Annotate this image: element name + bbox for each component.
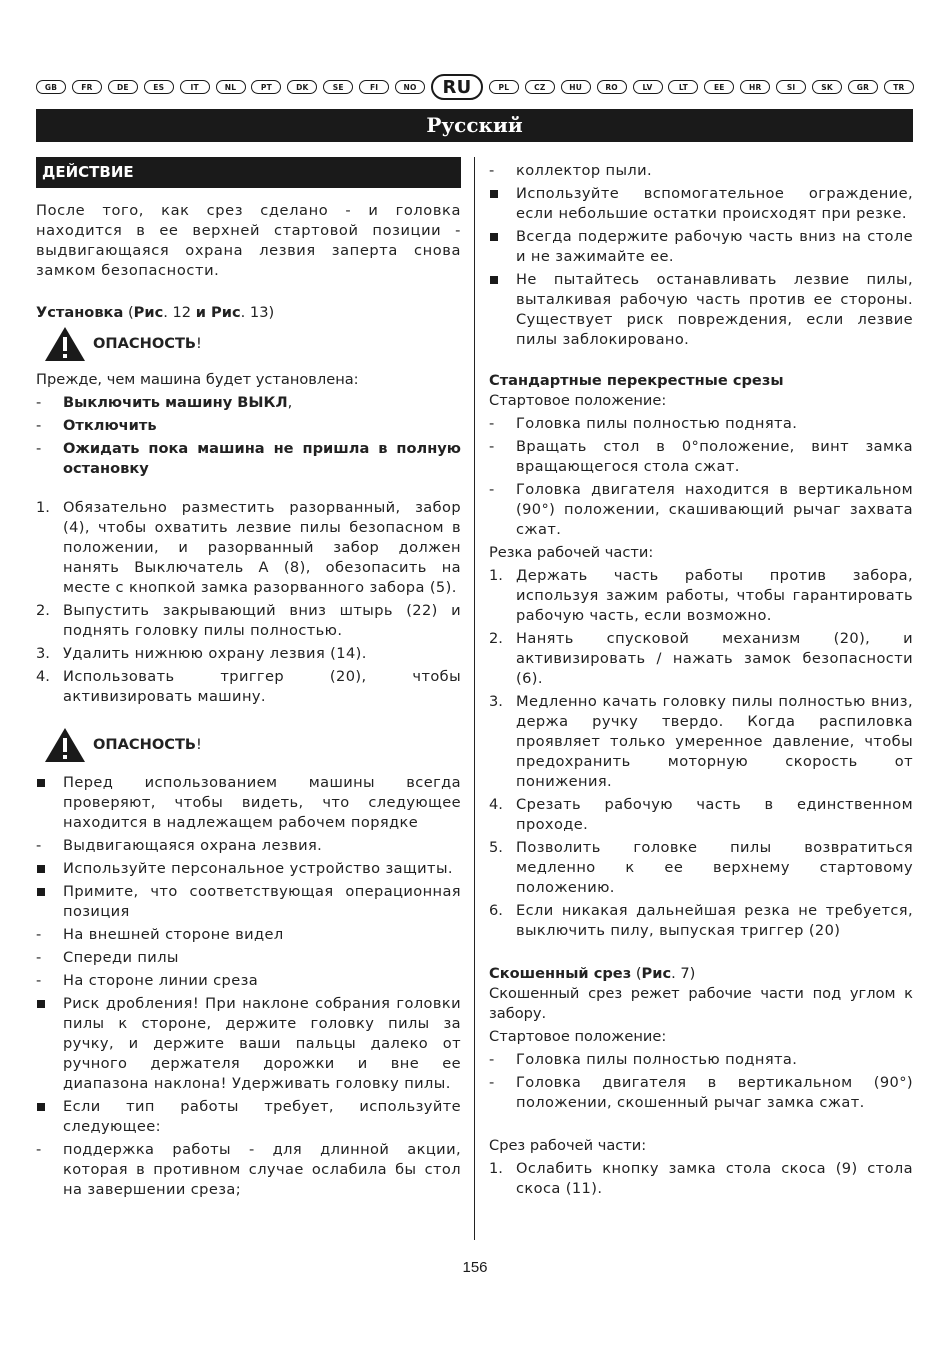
page-title: Русский — [36, 109, 913, 142]
before-install-text: Прежде, чем машина будет установлена: — [36, 371, 359, 388]
list-marker: - — [489, 162, 495, 179]
list-marker: 3. — [36, 645, 50, 662]
language-chip-pl: PL — [489, 80, 519, 94]
cross-start-list — [489, 414, 913, 540]
list-item-text: коллектор пыли. — [516, 162, 653, 179]
list-item — [489, 437, 913, 477]
list-item-text: Срезать рабочую часть в единственном проходе. — [516, 796, 913, 833]
language-chip-nl: NL — [216, 80, 246, 94]
list-item-text: Головка двигателя в вертикальном (90°) положении, скошенный рычаг замка сжат. — [516, 1074, 913, 1111]
list-item-text: поддержка работы - для длинной акции, которая в противном случае ослабила бы стол на завершении среза; — [63, 1141, 461, 1198]
list-item — [36, 994, 461, 1094]
language-chip-cz: CZ — [525, 80, 555, 94]
list-item — [36, 601, 461, 641]
list-item — [489, 1050, 913, 1070]
page-number: 156 — [462, 1259, 488, 1276]
list-item-text: Примите, что соответствующая операционная позиция — [63, 883, 461, 920]
install-heading: Установка (Рис. 12 и Рис. 13) — [36, 304, 275, 321]
list-item — [489, 901, 913, 941]
start-position-label: Стартовое положение: — [489, 392, 667, 409]
language-chip-si: SI — [776, 80, 806, 94]
list-marker: 3. — [489, 693, 503, 710]
bullet-square-icon — [37, 1103, 45, 1111]
list-item — [36, 859, 461, 879]
list-item-text: Выключить машину ВЫКЛ, — [63, 394, 293, 411]
list-marker: 4. — [489, 796, 503, 813]
language-chip-lv: LV — [633, 80, 663, 94]
list-marker: 1. — [36, 499, 50, 516]
list-marker: 1. — [489, 567, 503, 584]
danger-warning — [43, 324, 461, 364]
list-item-text: Обязательно разместить разорванный, забор (4), чтобы охватить лезвие пилы безопасном в положении, и разорванный забор должен нанять Выключатель А (8), обезопасить на месте с кнопкой замка разорванного забора (5). — [63, 499, 461, 596]
list-item — [36, 439, 461, 479]
list-marker: - — [489, 415, 495, 432]
language-chip-dk: DK — [287, 80, 317, 94]
language-chip-se: SE — [323, 80, 353, 94]
switch-off-list — [36, 393, 461, 479]
list-item — [36, 667, 461, 707]
list-item — [489, 692, 913, 792]
list-item — [489, 1073, 913, 1113]
list-item-text: Выпустить закрывающий вниз штырь (22) и поднять головку пилы полностью. — [63, 602, 461, 639]
language-chip-sk: SK — [812, 80, 842, 94]
list-marker: 5. — [489, 839, 503, 856]
bullet-square-icon — [37, 1000, 45, 1008]
language-chip-ro: RO — [597, 80, 627, 94]
language-chip-fr: FR — [72, 80, 102, 94]
language-chip-lt: LT — [668, 80, 698, 94]
list-item — [489, 566, 913, 626]
list-item-text: Головка двигателя находится в вертикальном (90°) положении, скашивающий рычаг захвата сжат. — [516, 481, 913, 538]
list-item — [489, 227, 913, 267]
list-marker: - — [36, 972, 42, 989]
language-chip-gr: GR — [848, 80, 878, 94]
list-item — [36, 836, 461, 856]
list-marker: - — [489, 438, 495, 455]
left-column — [36, 157, 461, 1203]
language-chip-no: NO — [395, 80, 425, 94]
list-item — [36, 498, 461, 598]
list-item-text: Риск дробления! При наклоне собрания головки пилы к стороне, держите головку пилы за ручку, и держите ваши пальцы далеко от ручного держателя дорожки и вне ее диапазона наклона! Удерживать головку пилы. — [63, 995, 461, 1092]
list-marker: 4. — [36, 668, 50, 685]
list-item-text: Удалить нижнюю охрану лезвия (14). — [63, 645, 367, 662]
language-chip-ru: RU — [431, 74, 483, 100]
list-marker: - — [36, 837, 42, 854]
right-column — [489, 161, 913, 1202]
danger-label: ОПАСНОСТЬ! — [93, 736, 202, 753]
list-item — [36, 1140, 461, 1200]
language-chip-es: ES — [144, 80, 174, 94]
list-item — [489, 270, 913, 350]
list-item-text: Вращать стол в 0°положение, винт замка вращающегося стола сжат. — [516, 438, 913, 475]
list-marker: - — [36, 949, 42, 966]
list-item — [489, 795, 913, 835]
warning-triangle-icon — [43, 726, 87, 764]
list-marker: - — [36, 440, 42, 457]
cutting-label: Резка рабочей части: — [489, 544, 654, 561]
install-steps-list — [36, 498, 461, 707]
list-marker: - — [36, 394, 42, 411]
list-item — [36, 1097, 461, 1137]
list-item — [489, 629, 913, 689]
bullet-square-icon — [490, 190, 498, 198]
list-marker: 1. — [489, 1160, 503, 1177]
list-item-text: Ожидать пока машина не пришла в полную остановку — [63, 440, 461, 477]
safety-bullets-continued — [489, 161, 913, 350]
miter-start-label: Стартовое положение: — [489, 1028, 667, 1045]
warning-triangle-icon — [43, 325, 87, 363]
bullet-square-icon — [37, 888, 45, 896]
list-item — [36, 644, 461, 664]
list-item — [36, 971, 461, 991]
miter-start-list — [489, 1050, 913, 1113]
list-item-text: Держать часть работы против забора, используя зажим работы, чтобы гарантировать рабочую часть, если возможно. — [516, 567, 913, 624]
miter-title: Скошенный срез (Рис. 7) — [489, 965, 696, 982]
list-item-text: Медленно качать головку пилы полностью вниз, держа ручку твердо. Когда распиловка проявляет только умеренное давление, чтобы предохранить моторную скорость от понижения. — [516, 693, 913, 790]
list-marker: - — [489, 481, 495, 498]
language-chip-tr: TR — [884, 80, 914, 94]
language-chip-pt: PT — [251, 80, 281, 94]
list-item-text: Выдвигающаяся охрана лезвия. — [63, 837, 323, 854]
list-marker: - — [489, 1051, 495, 1068]
list-item — [36, 925, 461, 945]
list-item — [36, 773, 461, 833]
language-chip-gb: GB — [36, 80, 66, 94]
list-item-text: Если тип работы требует, используйте следующее: — [63, 1098, 461, 1135]
bullet-square-icon — [37, 865, 45, 873]
list-marker: - — [36, 1141, 42, 1158]
list-item-text: Не пытайтесь останавливать лезвие пилы, выталкивая рабочую часть против ее стороны. Существует риск повреждения, если лезвие пилы заблокировано. — [516, 271, 913, 348]
danger-warning-2 — [43, 725, 461, 765]
list-item — [36, 882, 461, 922]
language-chip-ee: EE — [704, 80, 734, 94]
list-item-text: Используйте персональное устройство защиты. — [63, 860, 453, 877]
list-item — [489, 480, 913, 540]
cross-steps-list — [489, 566, 913, 941]
list-item-text: На внешней стороне видел — [63, 926, 284, 943]
list-item — [36, 416, 461, 436]
list-item-text: Если никакая дальнейшая резка не требуется, выключить пилу, выпуская триггер (20) — [516, 902, 913, 939]
language-chip-hr: HR — [740, 80, 770, 94]
intro-paragraph: После того, как срез сделано - и головка находится в ее верхней стартовой позиции - выдвигающаяся охрана лезвия заперта снова замком безопасности. — [36, 202, 461, 279]
list-item-text: Позволить головке пилы возвратиться медленно к ее верхнему стартовому положению. — [516, 839, 913, 896]
section-title: ДЕЙСТВИЕ — [36, 157, 461, 188]
list-marker: - — [36, 417, 42, 434]
list-marker: - — [489, 1074, 495, 1091]
language-selector — [36, 73, 914, 101]
list-item-text: Ослабить кнопку замка стола скоса (9) стола скоса (11). — [516, 1160, 913, 1197]
list-item-text: Головка пилы полностью поднята. — [516, 1051, 798, 1068]
list-item — [489, 1159, 913, 1199]
list-item-text: Отключить — [63, 417, 157, 434]
column-divider — [474, 157, 475, 1240]
list-item-text: Использовать триггер (20), чтобы активизировать машину. — [63, 668, 461, 705]
bullet-square-icon — [37, 779, 45, 787]
list-item-text: Головка пилы полностью поднята. — [516, 415, 798, 432]
list-marker: 2. — [489, 630, 503, 647]
language-chip-fi: FI — [359, 80, 389, 94]
list-item — [489, 414, 913, 434]
list-item-text: На стороне линии среза — [63, 972, 259, 989]
bullet-square-icon — [490, 233, 498, 241]
list-item — [489, 161, 913, 181]
list-item — [36, 393, 461, 413]
language-chip-hu: HU — [561, 80, 591, 94]
list-item — [489, 184, 913, 224]
list-item — [489, 838, 913, 898]
list-item-text: Перед использованием машины всегда проверяют, чтобы видеть, что следующее находится в надлежащем рабочем порядке — [63, 774, 461, 831]
list-marker: 2. — [36, 602, 50, 619]
language-chip-it: IT — [180, 80, 210, 94]
bullet-square-icon — [490, 276, 498, 284]
language-chip-de: DE — [108, 80, 138, 94]
list-item-text: Нанять спусковой механизм (20), и активизировать / нажать замок безопасности (6). — [516, 630, 913, 687]
miter-steps-list — [489, 1159, 913, 1199]
list-marker: - — [36, 926, 42, 943]
miter-cut-label: Срез рабочей части: — [489, 1137, 647, 1154]
list-item-text: Используйте вспомогательное ограждение, если небольшие остатки происходят при резке. — [516, 185, 913, 222]
list-item-text: Всегда подержите рабочую часть вниз на столе и не зажимайте ее. — [516, 228, 913, 265]
danger-label: ОПАСНОСТЬ! — [93, 335, 202, 352]
cross-cut-title: Стандартные перекрестные срезы — [489, 372, 784, 389]
list-marker: 6. — [489, 902, 503, 919]
safety-bullets-list — [36, 773, 461, 1200]
list-item-text: Спереди пилы — [63, 949, 179, 966]
miter-intro: Скошенный срез режет рабочие части под углом к забору. — [489, 985, 913, 1022]
list-item — [36, 948, 461, 968]
